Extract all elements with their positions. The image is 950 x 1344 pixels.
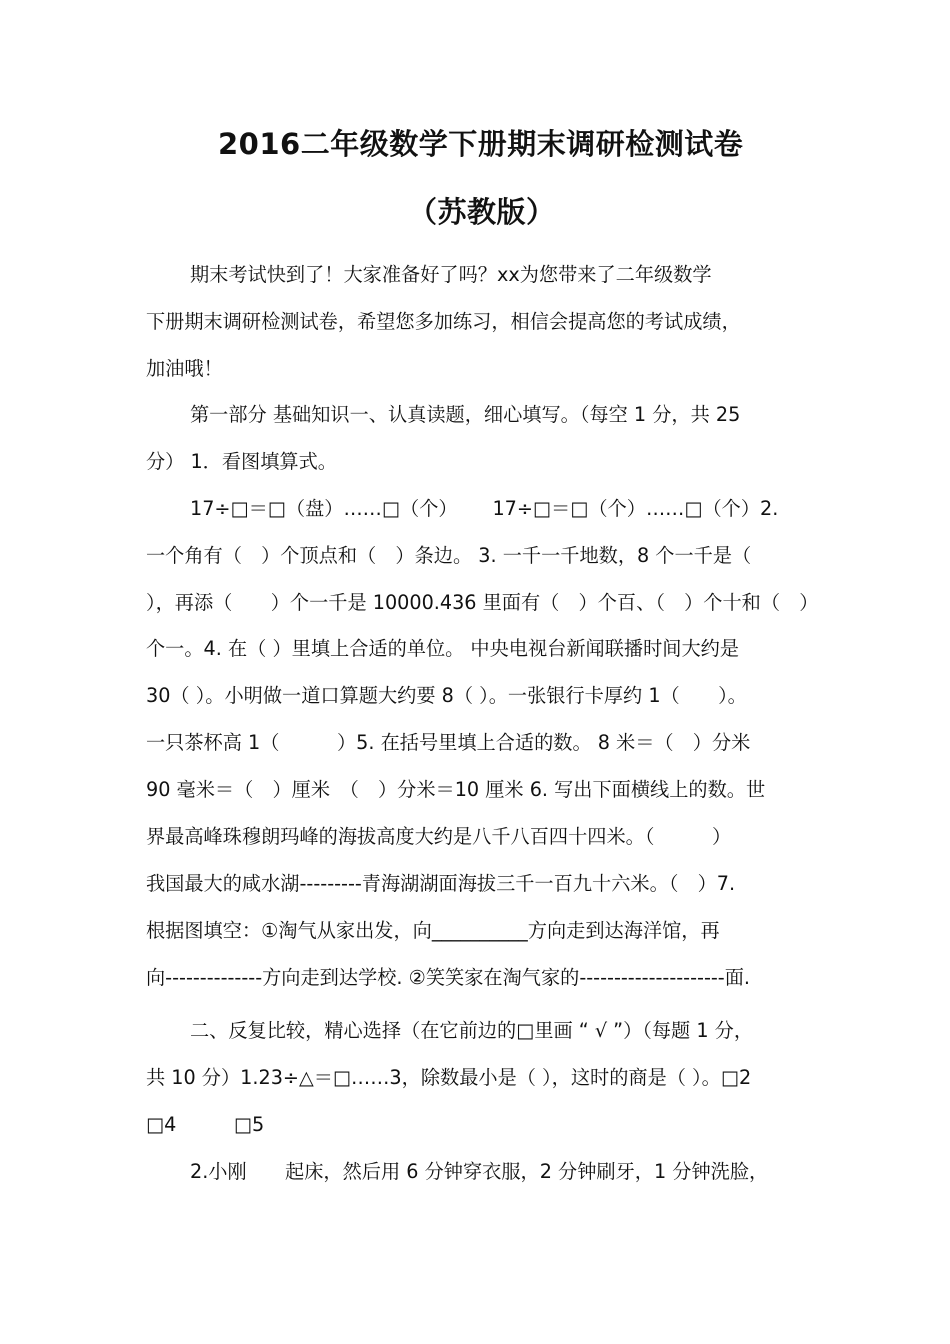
part-two-paragraph [146, 1008, 818, 1149]
paragraph-line: 一只茶杯高 1（ ）5. 在括号里填上合适的数。 8 米＝（ ）分米 [146, 731, 751, 755]
paragraph-line: 加油哦！ [146, 356, 223, 380]
paragraph-line: □4 □5 [146, 1112, 265, 1136]
part-one-paragraph [146, 392, 818, 1002]
paragraph-line: 界最高峰珠穆朗玛峰的海拔高度大约是八千八百四十四米。（ ） [146, 825, 732, 849]
document-title: 2016二年级数学下册期末调研检测试卷 [218, 127, 744, 161]
paragraph-line: 2.小刚 起床，然后用 6 分钟穿衣服，2 分钟刷牙，1 分钟洗脸， [190, 1160, 769, 1183]
paragraph-line: 向--------------方向走到达学校. ②笑笑家在淘气家的---------------------面. [146, 965, 751, 989]
paragraph-line: 一个角有（ ）个顶点和（ ）条边。 3. 一千一千地数，8 个一千是（ [146, 543, 752, 567]
paragraph-line: 期末考试快到了！大家准备好了吗？xx为您带来了二年级数学 [190, 263, 712, 286]
document-subtitle: （苏教版） [408, 195, 556, 229]
paragraph-line: 第一部分 基础知识一、认真读题，细心填写。（每空 1 分，共 25 [190, 403, 741, 426]
paragraph-line: 90 毫米＝（ ）厘米 （ ）分米＝10 厘米 6. 写出下面横线上的数。世 [146, 778, 766, 802]
paragraph-line: 分） 1．看图填算式。 [146, 449, 337, 473]
paragraph-line: 个一。4. 在（ ）里填上合适的单位。 中央电视台新闻联播时间大约是 [146, 637, 740, 661]
intro-paragraph [146, 252, 818, 393]
paragraph-line: 共 10 分）1.23÷△＝□……3，除数最小是（ ），这时的商是（ ）。□2 [146, 1065, 752, 1089]
paragraph-line: ），再添（ ）个一千是 10000.436 里面有（ ）个百、（ ）个十和（ ） [146, 590, 819, 614]
paragraph-line: 二、反复比较，精心选择（在它前边的□里画 “ √ ”）（每题 1 分， [190, 1019, 754, 1042]
paragraph-line: 我国最大的咸水湖---------青海湖湖面海拔三千一百九十六米。（ ）7. [146, 871, 736, 895]
question-two-paragraph [146, 1149, 818, 1196]
paragraph-line: 根据图填空：①淘气从家出发，向__________方向走到达海洋馆，再 [146, 918, 720, 942]
paragraph-line: 17÷□＝□（盘）……□（个） 17÷□＝□（个）……□（个）2. [190, 496, 779, 520]
paragraph-line: 下册期末调研检测试卷，希望您多加练习，相信会提高您的考试成绩， [146, 309, 741, 333]
paragraph-line: 30（ ）。小明做一道口算题大约要 8（ ）。一张银行卡厚约 1（ ）。 [146, 684, 747, 708]
